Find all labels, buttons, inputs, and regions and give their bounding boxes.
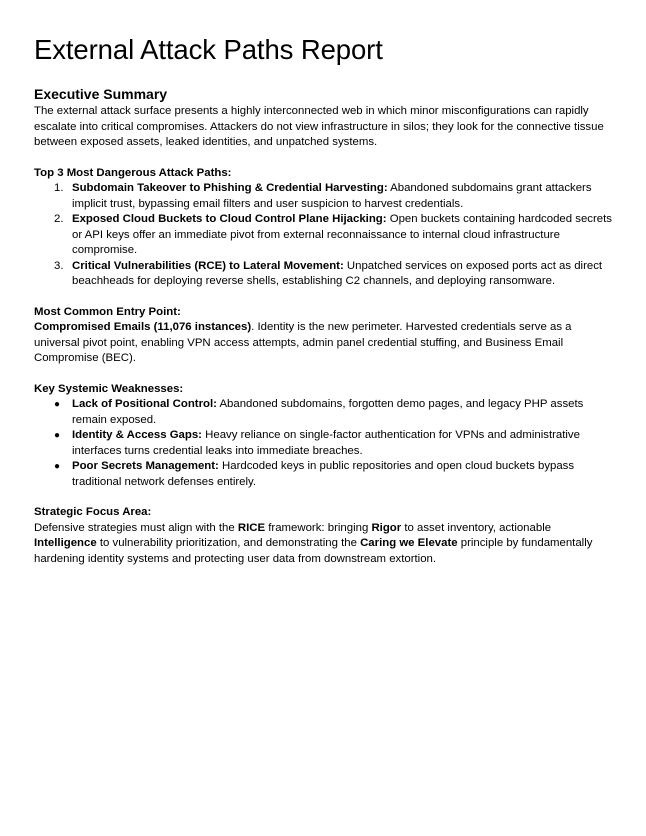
- list-item-title: Exposed Cloud Buckets to Cloud Control Plane Hijacking:: [72, 213, 387, 225]
- entry-point-text: [34, 320, 616, 367]
- list-item-text: Abandoned subdomains grant attackers implicit trust, bypassing email filters and user suspicion to harvest credentials.: [72, 182, 592, 210]
- rigor-term: Rigor: [371, 521, 402, 534]
- executive-summary-heading: Executive Summary: [34, 86, 168, 102]
- spacer: [34, 151, 616, 166]
- strategic-focus-heading: Strategic Focus Area:: [34, 506, 152, 518]
- list-item: [34, 428, 616, 459]
- intelligence-term: Intelligence: [34, 537, 97, 549]
- bullet-icon: ●: [54, 461, 61, 472]
- list-item-text: Open buckets containing hardcoded secrets or API keys offer an immediate pivot from external reconnaissance to internal cloud infrastructure compromise.: [72, 213, 612, 256]
- list-item: [34, 212, 616, 259]
- text-run: Defensive strategies must align with the: [34, 521, 238, 534]
- list-item-text: Abandoned subdomains, forgotten demo pages, and legacy PHP assets remain exposed.: [72, 398, 584, 426]
- entry-point-body: . Identity is the new perimeter. Harvested credentials serve as a universal pivot point, enabling VPN access attempts, admin panel credential stuffing, and Business Email Compromise (BEC).: [34, 321, 572, 364]
- strategic-focus-text: [34, 521, 616, 568]
- list-item: [34, 259, 616, 290]
- list-number: 2.: [54, 213, 64, 225]
- executive-summary-text: The external attack surface presents a highly interconnected web in which minor misconfigurations can rapidly escalate into critical compromises. Attackers do not view infrastructure in silos; they look for the connective tissue between exposed assets, leaked identities, and unpatched systems.: [34, 105, 604, 148]
- bullet-icon: ●: [54, 430, 61, 441]
- weaknesses-list: [34, 397, 616, 490]
- text-run: framework: bringing: [265, 521, 372, 534]
- list-item-text: Heavy reliance on single-factor authentication for VPNs and administrative interfaces turns credential leaks into immediate breaches.: [72, 429, 580, 457]
- entry-point-heading: Most Common Entry Point:: [34, 305, 181, 318]
- text-run: to vulnerability prioritization, and demonstrating the: [96, 537, 361, 549]
- attack-paths-list: [34, 181, 616, 290]
- spacer: [34, 290, 616, 305]
- list-item-title: Critical Vulnerabilities (RCE) to Lateral Movement:: [72, 259, 344, 272]
- page-title: External Attack Paths Report: [34, 34, 383, 65]
- text-run: principle by fundamentally hardening identity systems and protecting user data from downstream extortion.: [34, 537, 593, 565]
- list-item-text: Hardcoded keys in public repositories and open cloud buckets bypass traditional network defenses entirely.: [72, 460, 575, 488]
- list-number: 1.: [54, 182, 64, 194]
- entry-point-lead: Compromised Emails (11,076 instances): [34, 321, 252, 333]
- spacer: [34, 367, 616, 382]
- bullet-icon: ●: [54, 399, 61, 410]
- spacer: [34, 490, 616, 505]
- list-number: 3.: [54, 259, 64, 272]
- list-item-text: Unpatched services on exposed ports act as direct beachheads for deploying reverse shells, establishing C2 channels, and deploying ransomware.: [72, 259, 603, 287]
- list-item: [34, 459, 616, 490]
- list-item-title: Subdomain Takeover to Phishing & Credential Harvesting:: [72, 182, 388, 194]
- rice-term: RICE: [237, 521, 266, 534]
- list-item-title: Poor Secrets Management:: [72, 460, 219, 472]
- text-run: to asset inventory, actionable: [401, 521, 552, 534]
- list-item: [34, 181, 616, 212]
- attack-paths-heading: Top 3 Most Dangerous Attack Paths:: [34, 166, 232, 179]
- list-item: [34, 397, 616, 428]
- caring-term: Caring we Elevate: [360, 537, 458, 549]
- list-item-title: Identity & Access Gaps:: [72, 429, 202, 441]
- weaknesses-heading: Key Systemic Weaknesses:: [34, 382, 184, 395]
- list-item-title: Lack of Positional Control:: [72, 398, 217, 410]
